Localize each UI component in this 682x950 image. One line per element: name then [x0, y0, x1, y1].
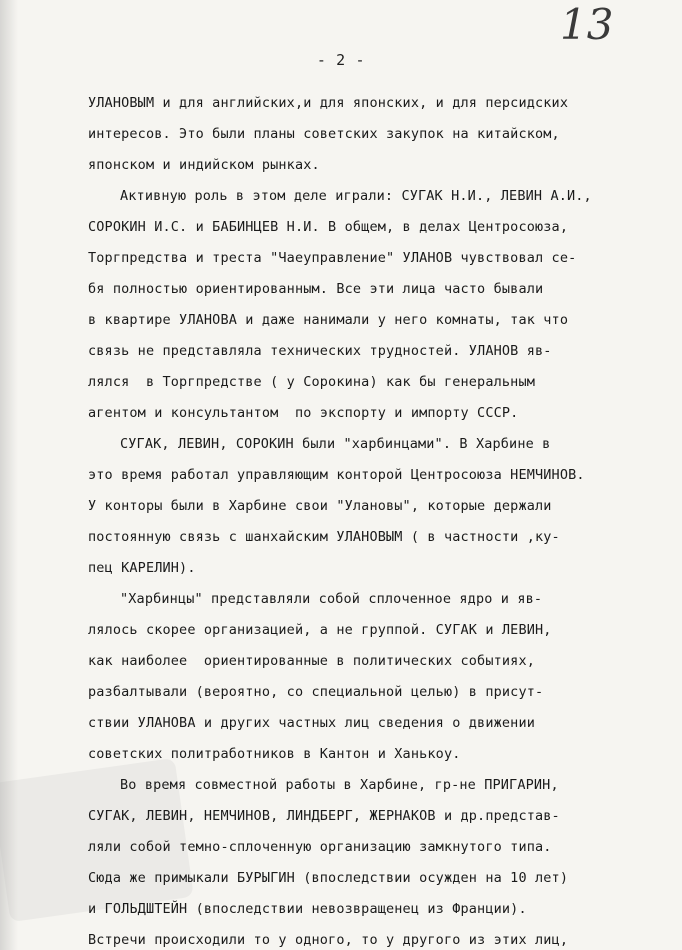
text-line: разбалтывали (вероятно, со специальной целью) в присут-	[88, 684, 544, 700]
text-line: ствии УЛАНОВА и других частных лиц сведения о движении	[88, 715, 535, 731]
text-line: интересов. Это были планы советских закупок на китайском,	[88, 126, 560, 142]
text-line: Во время совместной работы в Харбине, гр-не ПРИГАРИН,	[120, 777, 559, 793]
text-line: Активную роль в этом деле играли: СУГАК Н.И., ЛЕВИН А.И.,	[120, 188, 592, 204]
text-line: СУГАК, ЛЕВИН, СОРОКИН были "харбинцами". В Харбине в	[120, 436, 551, 452]
text-line: это время работал управляющим конторой Центросоюза НЕМЧИНОВ.	[88, 467, 585, 483]
text-line: японском и индийском рынках.	[88, 157, 320, 173]
text-line: агентом и консультантом по экспорту и импорту СССР.	[88, 405, 519, 421]
text-line: Торгпредства и треста "Чаеуправление" УЛАНОВ чувствовал се-	[88, 250, 577, 266]
text-line: советских политработников в Кантон и Ханькоу.	[88, 746, 461, 762]
page-number: - 2 -	[316, 51, 366, 69]
text-line: Встречи происходили то у одного, то у другого из этих лиц,	[88, 932, 569, 948]
text-line: У конторы были в Харбине свои "Улановы", которые держали	[88, 498, 552, 514]
archive-page-number: 13	[560, 0, 614, 49]
text-line: постоянную связь с шанхайским УЛАНОВЫМ ( в частности ,ку-	[88, 529, 560, 545]
text-line: в квартире УЛАНОВА и даже нанимали у него комнаты, так что	[88, 312, 569, 328]
text-line: лялся в Торгпредстве ( у Сорокина) как бы генеральным	[88, 374, 535, 390]
text-line: связь не представляла технических трудностей. УЛАНОВ яв-	[88, 343, 552, 359]
text-line: СУГАК, ЛЕВИН, НЕМЧИНОВ, ЛИНДБЕРГ, ЖЕРНАКОВ и др.представ-	[88, 808, 560, 824]
text-line: ляли собой темно-сплоченную организацию замкнутого типа.	[88, 839, 552, 855]
text-line: СОРОКИН И.С. и БАБИНЦЕВ Н.И. В общем, в делах Центросоюза,	[88, 219, 569, 235]
text-line: Сюда же примыкали БУРЫГИН (впоследствии осужден на 10 лет)	[88, 870, 569, 886]
text-line: УЛАНОВЫМ и для английских,и для японских, и для персидских	[88, 95, 569, 111]
text-line: как наиболее ориентированные в политических событиях,	[88, 653, 535, 669]
text-line: "Харбинцы" представляли собой сплоченное ядро и яв-	[120, 591, 543, 607]
text-line: лялось скорее организацией, а не группой. СУГАК и ЛЕВИН,	[88, 622, 552, 638]
text-line: пец КАРЕЛИН).	[88, 560, 196, 576]
text-line: и ГОЛЬДШТЕЙН (впоследствии невозвращенец из Франции).	[88, 901, 527, 917]
text-line: бя полностью ориентированным. Все эти лица часто бывали	[88, 281, 544, 297]
